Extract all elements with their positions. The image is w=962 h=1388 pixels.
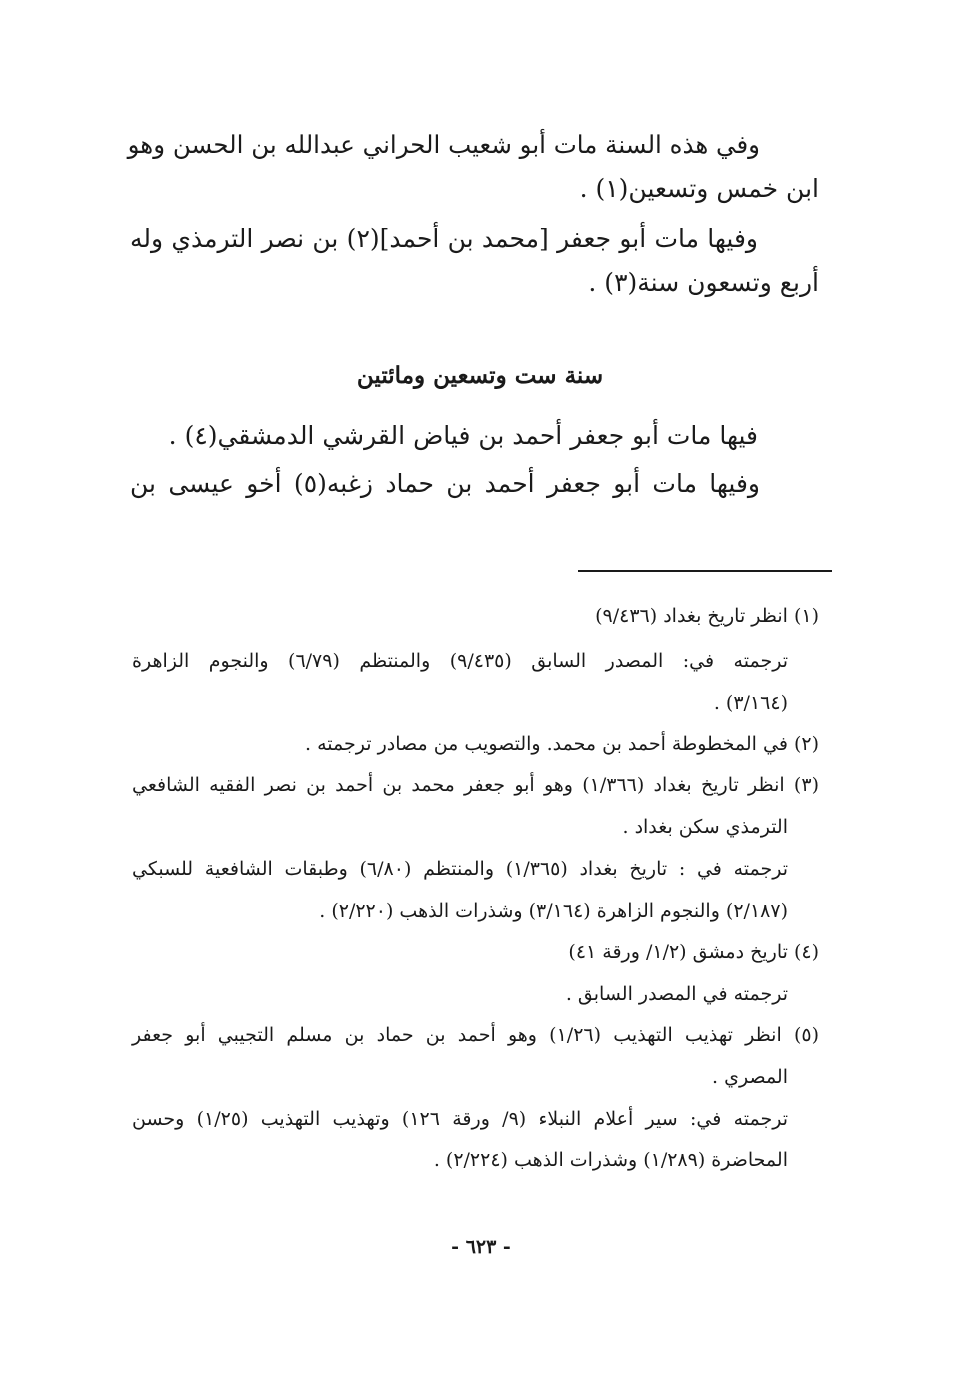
footnote-5-line-4: المحاضرة (١/٢٨٩) وشذرات الذهب (٢/٢٢٤) . — [433, 1149, 788, 1171]
footnote-3-line-1: (٣) انظر تاريخ بغداد (١/٣٦٦) وهو أبو جعفر محمد بن أحمد بن نصر الفقيه الشافعي — [132, 774, 819, 796]
page-number: - ٦٢٣ - — [451, 1236, 511, 1258]
footnote-3-line-4: (٢/١٨٧) والنجوم الزاهرة (٣/١٦٤) وشذرات الذهب (٢/٢٢٠) . — [319, 900, 788, 922]
footnote-5-line-1: (٥) انظر تهذيب التهذيب (١/٢٦) وهو أحمد بن حماد بن مسلم التجيبي أبو جعفر — [132, 1024, 820, 1046]
footnote-1-line-3: (٣/١٦٤) . — [713, 692, 788, 714]
footnote-3-line-3: ترجمته في : تاريخ بغداد (١/٣٦٥) والمنتظم (٦/٨٠) وطبقات الشافعية للسبكي — [132, 858, 789, 880]
footnote-1-line-2: ترجمته في: المصدر السابق (٩/٤٣٥) والمنتظم (٦/٧٩) والنجوم الزاهرة — [132, 650, 788, 672]
footnote-4-line-2: ترجمته في المصدر السابق . — [565, 983, 788, 1005]
paragraph-1-line-1: وفي هذه السنة مات أبو شعيب الحراني عبدالله بن الحسن وهو — [127, 130, 760, 159]
footnote-5-line-2: المصري . — [712, 1066, 788, 1088]
section-heading: سنة ست وتسعين ومائتين — [356, 362, 604, 389]
footnote-2-line-1: (٢) في المخطوطة أحمد بن محمد. والتصويب من مصادر ترجمته . — [305, 733, 819, 755]
paragraph-1-line-2: ابن خمس وتسعين(١) . — [579, 174, 819, 203]
footnote-1-line-1: (١) انظر تاريخ بغداد (٩/٤٣٦) — [595, 605, 819, 627]
paragraph-3-line-1: فيها مات أبو جعفر أحمد بن فياض القرشي الدمشقي(٤) . — [168, 421, 758, 450]
paragraph-2-line-1: وفيها مات أبو جعفر [محمد بن أحمد](٢) بن نصر الترمذي وله — [130, 224, 758, 253]
paragraph-4-line-1: وفيها مات أبو جعفر أحمد بن حماد زغبه(٥) أخو عيسى بن — [130, 469, 761, 498]
paragraph-2-line-2: أربع وتسعون سنة(٣) . — [588, 268, 819, 297]
footnote-4-line-1: (٤) تاريخ دمشق (١/٢/ ورقة ٤١) — [568, 941, 819, 963]
footnote-3-line-2: الترمذي سكن بغداد . — [622, 816, 788, 838]
footnote-5-line-3: ترجمته في: سير أعلام النبلاء (٩/ ورقة ١٢٦) وتهذيب التهذيب (١/٢٥) وحسن — [132, 1108, 788, 1130]
footnote-separator — [578, 570, 832, 572]
